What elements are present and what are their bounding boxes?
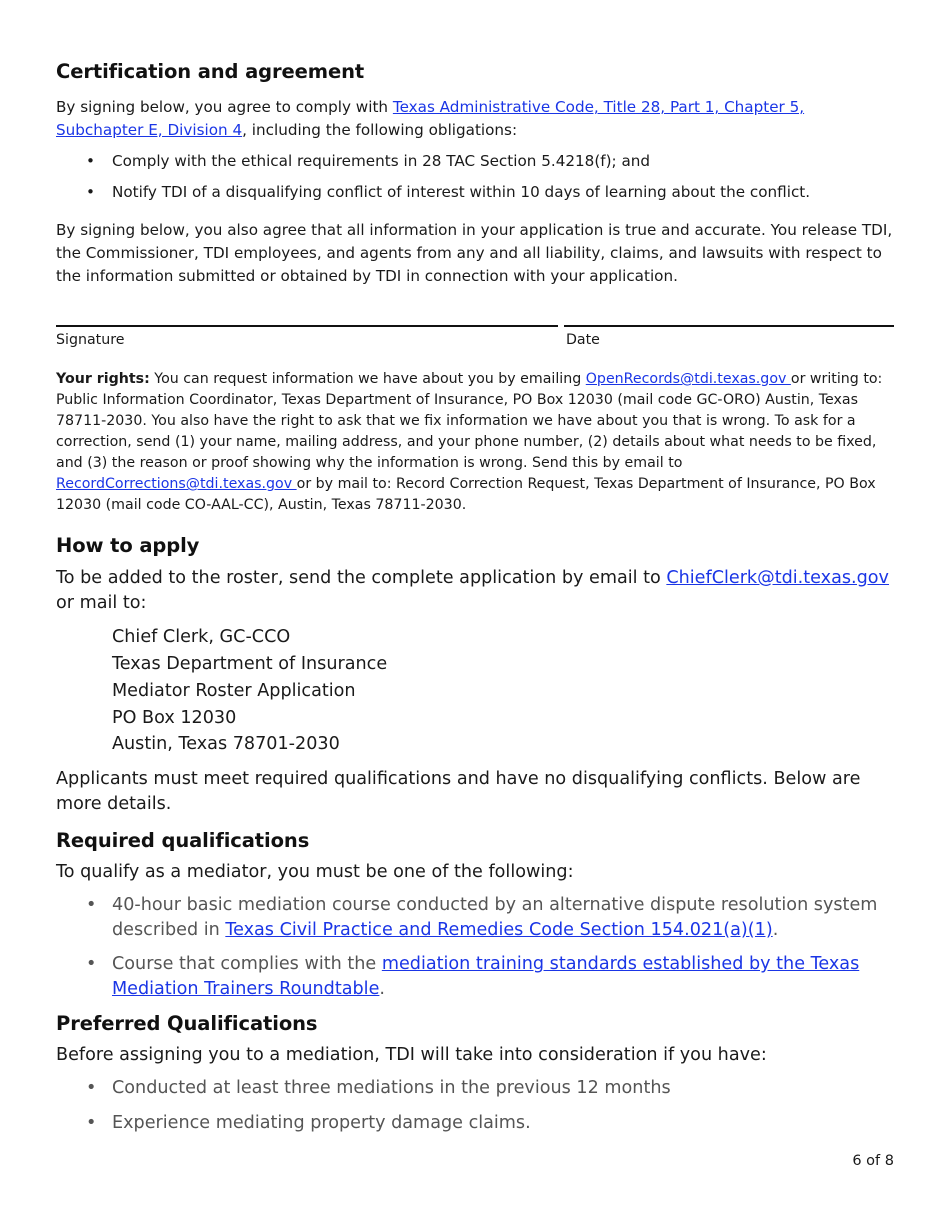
- bullet-icon: •: [86, 182, 95, 201]
- page-number: 6 of 8: [852, 1153, 894, 1169]
- list-item: • Conducted at least three mediations in the previous 12 months: [56, 1076, 894, 1101]
- bullet-icon: •: [86, 954, 97, 975]
- certification-intro: [56, 96, 894, 141]
- open-records-email-link[interactable]: OpenRecords@tdi.texas.gov: [585, 371, 791, 388]
- bullet-icon: •: [86, 895, 97, 916]
- applicants-note: Applicants must meet required qualifications and have no disqualifying conflicts. Below are more details.: [56, 769, 861, 815]
- intro-text: By signing below, you agree to comply with: [56, 98, 393, 116]
- bullet-icon: •: [86, 1113, 97, 1134]
- date-label: Date: [566, 332, 600, 349]
- required-intro: To qualify as a mediator, you must be one of the following:: [56, 862, 574, 883]
- civil-practice-code-link[interactable]: Texas Civil Practice and Remedies Code Section 154.021(a)(1): [225, 920, 773, 941]
- address-line: PO Box 12030: [112, 707, 237, 728]
- how-to-apply-text: To be added to the roster, send the complete application by email to ChiefClerk@tdi.texas.gov or mail to:: [56, 568, 889, 614]
- address-line: Mediator Roster Application: [112, 680, 356, 701]
- how-to-apply-heading: How to apply: [56, 534, 200, 558]
- preferred-intro: Before assigning you to a mediation, TDI will take into consideration if you have:: [56, 1045, 767, 1066]
- preferred-list: [56, 1076, 894, 1136]
- signature-label: Signature: [56, 332, 125, 349]
- mailing-address: [56, 624, 894, 758]
- date-line[interactable]: [564, 325, 894, 327]
- list-item: • Comply with the ethical requirements in 28 TAC Section 5.4218(f); and: [56, 150, 894, 173]
- list-item: • 40-hour basic mediation course conducted by an alternative dispute resolution system described in Texas Civil Practice and Remedies Code Section 154.021(a)(1).: [86, 895, 878, 941]
- chief-clerk-email-link[interactable]: ChiefClerk@tdi.texas.gov: [666, 568, 889, 589]
- mediation-standards-link[interactable]: mediation training standards established by the Texas Mediation Trainers Roundtable: [112, 954, 860, 1000]
- signature-row: [56, 325, 894, 365]
- list-item: • Course that complies with the mediation training standards established by the Texas Mediation Trainers Roundtable.: [86, 954, 860, 1000]
- intro-text-end: , including the following obligations:: [242, 120, 518, 139]
- bullet-icon: •: [86, 1078, 97, 1099]
- rights-label: Your rights:: [56, 371, 150, 388]
- agreement-text: By signing below, you also agree that all information in your application is true and accurate. You release TDI, the Commissioner, TDI employees, and agents from any and all liability, claims, and lawsuits with respect to the information submitted or obtained by TDI in connection with your application.: [56, 221, 893, 285]
- address-line: Chief Clerk, GC-CCO: [112, 627, 291, 648]
- certification-heading: Certification and agreement: [56, 60, 365, 83]
- address-line: Austin, Texas 78701-2030: [112, 734, 340, 755]
- signature-line[interactable]: [56, 325, 558, 327]
- bullet-icon: •: [86, 152, 95, 171]
- record-corrections-email-link[interactable]: RecordCorrections@tdi.texas.gov: [56, 476, 297, 493]
- page-content: [56, 60, 894, 1136]
- preferred-qualifications-heading: Preferred Qualifications: [56, 1012, 318, 1036]
- rights-notice: Your rights: You can request information we have about you by emailing OpenRecords@tdi.texas.gov or writing to: Public Information Coordinator, Texas Department of Insurance, PO Box 12030 (mail code GC-ORO) Austin, Texas 78711-2030. You also have the right to ask that we fix information we have about you that is wrong. To ask for a correction, send (1) your name, mailing address, and your phone number, (2) details about what needs to be fixed, and (3) the reason or proof showing why the information is wrong. Send this by email to RecordCorrections@tdi.texas.gov or by mail to: Record Correction Request, Texas Department of Insurance, PO Box 12030 (mail code CO-AAL-CC), Austin, Texas 78711-2030.: [56, 371, 883, 514]
- address-line: Texas Department of Insurance: [112, 653, 388, 674]
- list-item: • Notify TDI of a disqualifying conflict of interest within 10 days of learning about the conflict.: [56, 181, 894, 204]
- required-list: [56, 893, 894, 1002]
- tac-link[interactable]: Texas Administrative Code, Title 28, Part 1, Chapter 5, Subchapter E, Division 4: [56, 98, 805, 139]
- required-qualifications-heading: Required qualifications: [56, 829, 310, 853]
- list-item: • Experience mediating property damage claims.: [56, 1111, 894, 1136]
- obligations-list: [56, 150, 894, 203]
